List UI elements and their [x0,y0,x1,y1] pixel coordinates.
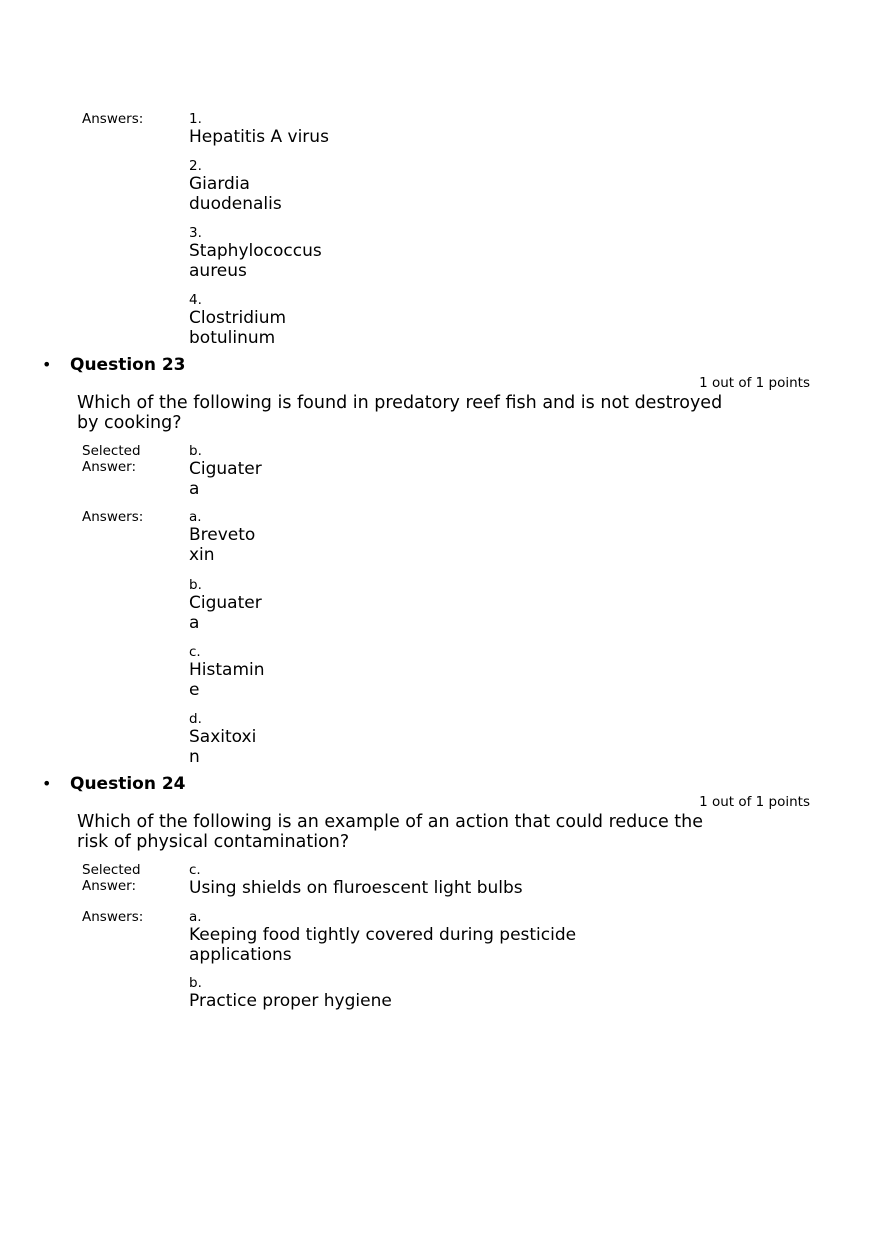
answer-marker: b. [189,443,202,459]
points-score: 1 out of 1 points [699,794,810,810]
answer-option: Ciguatera [189,593,262,633]
answer-marker: 4. [189,292,202,308]
answers-label: Answers: [82,909,144,925]
selected-answer: Using shields on fluroescent light bulbs [189,878,523,898]
answer-option: Keeping food tightly covered during pesticide applications [189,925,577,965]
points-score: 1 out of 1 points [699,375,810,391]
answer-marker: b. [189,975,202,991]
question-text: Which of the following is an example of an action that could reduce the risk of physical contamination? [77,812,704,852]
answer-marker: 1. [189,111,202,127]
answer-marker: c. [189,644,201,660]
selected-answer: Ciguatera [189,459,262,499]
answer-option: Staphylococcus aureus [189,241,322,281]
selected-answer-label: Selected Answer: [82,443,141,475]
answer-option: Hepatitis A virus [189,127,329,147]
answer-marker: c. [189,862,201,878]
answer-option: Clostridium botulinum [189,308,287,348]
question-title: Question 24 [70,774,186,794]
answer-marker: b. [189,577,202,593]
answers-label: Answers: [82,509,144,525]
answer-option: Giardia duodenalis [189,174,282,214]
answer-option: Practice proper hygiene [189,991,392,1011]
answers-label: Answers: [82,111,144,127]
bullet: • [42,355,52,374]
selected-answer-label: Selected Answer: [82,862,141,894]
answer-marker: a. [189,909,202,925]
answer-marker: 3. [189,225,202,241]
question-text: Which of the following is found in predatory reef fish and is not destroyed by cooking? [77,393,723,433]
answer-marker: d. [189,711,202,727]
answer-marker: 2. [189,158,202,174]
answer-marker: a. [189,509,202,525]
answer-option: Saxitoxin [189,727,257,767]
bullet: • [42,774,52,793]
answer-option: Brevetoxin [189,525,256,565]
question-title: Question 23 [70,355,186,375]
answer-option: Histamine [189,660,265,700]
